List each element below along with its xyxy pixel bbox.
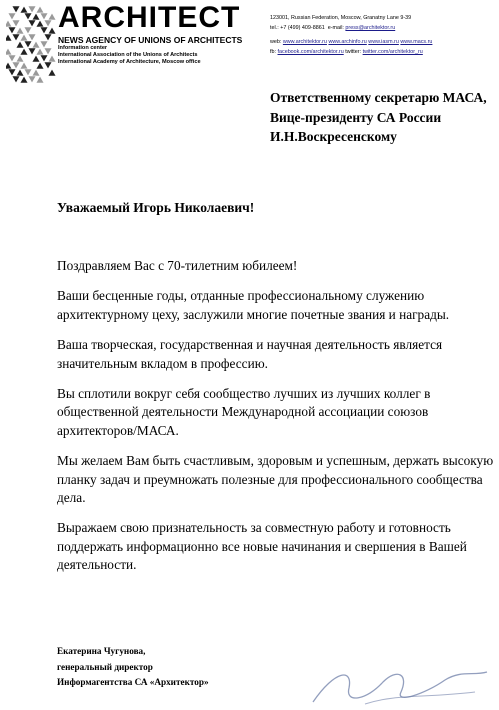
- addressee-line: Вице-президенту СА России: [270, 109, 442, 125]
- text-line: дела.: [57, 490, 86, 506]
- text-line: архитектурному цеху, заслужили многие почетные звания и награды.: [57, 306, 450, 322]
- text-line: Мы желаем Вам быть счастливым, здоровым и успешным, держать высокую: [57, 453, 494, 469]
- text-line: архитекторов/МАСА.: [57, 422, 179, 438]
- paragraph-congratulation: [57, 257, 499, 276]
- contact-phone-line: [270, 23, 496, 33]
- paragraph-gratitude: [57, 519, 499, 575]
- handwritten-signature-icon: [305, 664, 495, 710]
- architect-logo-icon: [6, 5, 56, 83]
- brand-block: [58, 2, 258, 67]
- brand-line-iaua: International Association of the Unions of Architects: [58, 52, 198, 59]
- addressee-block: [270, 88, 487, 147]
- letter-body: [57, 257, 499, 587]
- contact-address: 123001, Russian Federation, Moscow, Granatny Lane 9-39: [270, 15, 412, 21]
- brand-subtitle: NEWS AGENCY OF UNIONS OF ARCHITECTS: [58, 35, 243, 45]
- paragraph-community: [57, 385, 499, 441]
- signer-title: генеральный директор: [57, 661, 153, 672]
- letterhead: [0, 0, 499, 90]
- text-line: общественной деятельности Международной ассоциации союзов: [57, 404, 429, 420]
- twitter-label: twitter:: [345, 49, 362, 55]
- phone-label: tel.:: [270, 25, 279, 31]
- addressee-line: И.Н.Воскресенскому: [270, 129, 397, 144]
- addressee-line: Ответственному секретарю МАСА,: [270, 90, 487, 105]
- web-link-architektor[interactable]: www.architektor.ru: [282, 39, 327, 45]
- brand-line-info-center: Information center: [58, 45, 108, 51]
- contact-social-line: [270, 47, 496, 57]
- signer-organization: Информагентства СА «Архитектор»: [57, 677, 209, 687]
- email-label: e-mail:: [327, 25, 344, 31]
- web-link-macs[interactable]: www.macs.ru: [400, 39, 433, 45]
- text-line: деятельности.: [57, 557, 137, 573]
- paragraph-wishes: [57, 452, 499, 508]
- salutation: Уважаемый Игорь Николаевич!: [57, 200, 255, 215]
- signature-block: [57, 644, 209, 691]
- brand-name: ARCHITECT: [58, 1, 241, 34]
- email-link[interactable]: press@architektor.ru: [345, 25, 396, 31]
- contact-block: [270, 13, 496, 57]
- text-line: Выражаем свою признательность за совместную работу и готовность: [57, 520, 451, 536]
- text-line: Поздравляем Вас с 70-тилетним юбилеем!: [57, 258, 298, 273]
- contact-web-line: [270, 37, 496, 47]
- text-line: Ваши бесценные годы, отданные профессиональному служению: [57, 288, 425, 304]
- brand-line-academy: International Academy of Architecture, Moscow office: [58, 59, 201, 66]
- phone-value: +7 (499) 409-8861: [280, 25, 325, 31]
- text-line: Вы сплотили вокруг себя сообщество лучших из лучших коллег в: [57, 385, 431, 401]
- text-line: планку задач и преумножать полезные для профессионального сообщества: [57, 471, 483, 487]
- web-label: web:: [270, 39, 282, 45]
- web-link-iasm[interactable]: www.iasm.ru: [368, 39, 399, 45]
- paragraph-years: [57, 287, 499, 324]
- fb-label: fb:: [270, 49, 276, 55]
- paragraph-activity: [57, 336, 499, 373]
- signer-name: Екатерина Чугунова,: [57, 646, 146, 656]
- facebook-link[interactable]: facebook.com/architektor.ru: [277, 49, 344, 55]
- text-line: значительным вкладом в профессию.: [57, 355, 268, 371]
- web-link-archinfo[interactable]: www.archinfo.ru: [328, 39, 367, 45]
- twitter-link[interactable]: twitter.com/architektor_ru: [362, 49, 423, 55]
- text-line: Ваша творческая, государственная и научная деятельность является: [57, 337, 443, 353]
- text-line: поддержать информационно все новые начинания и свершения в Вашей: [57, 538, 467, 554]
